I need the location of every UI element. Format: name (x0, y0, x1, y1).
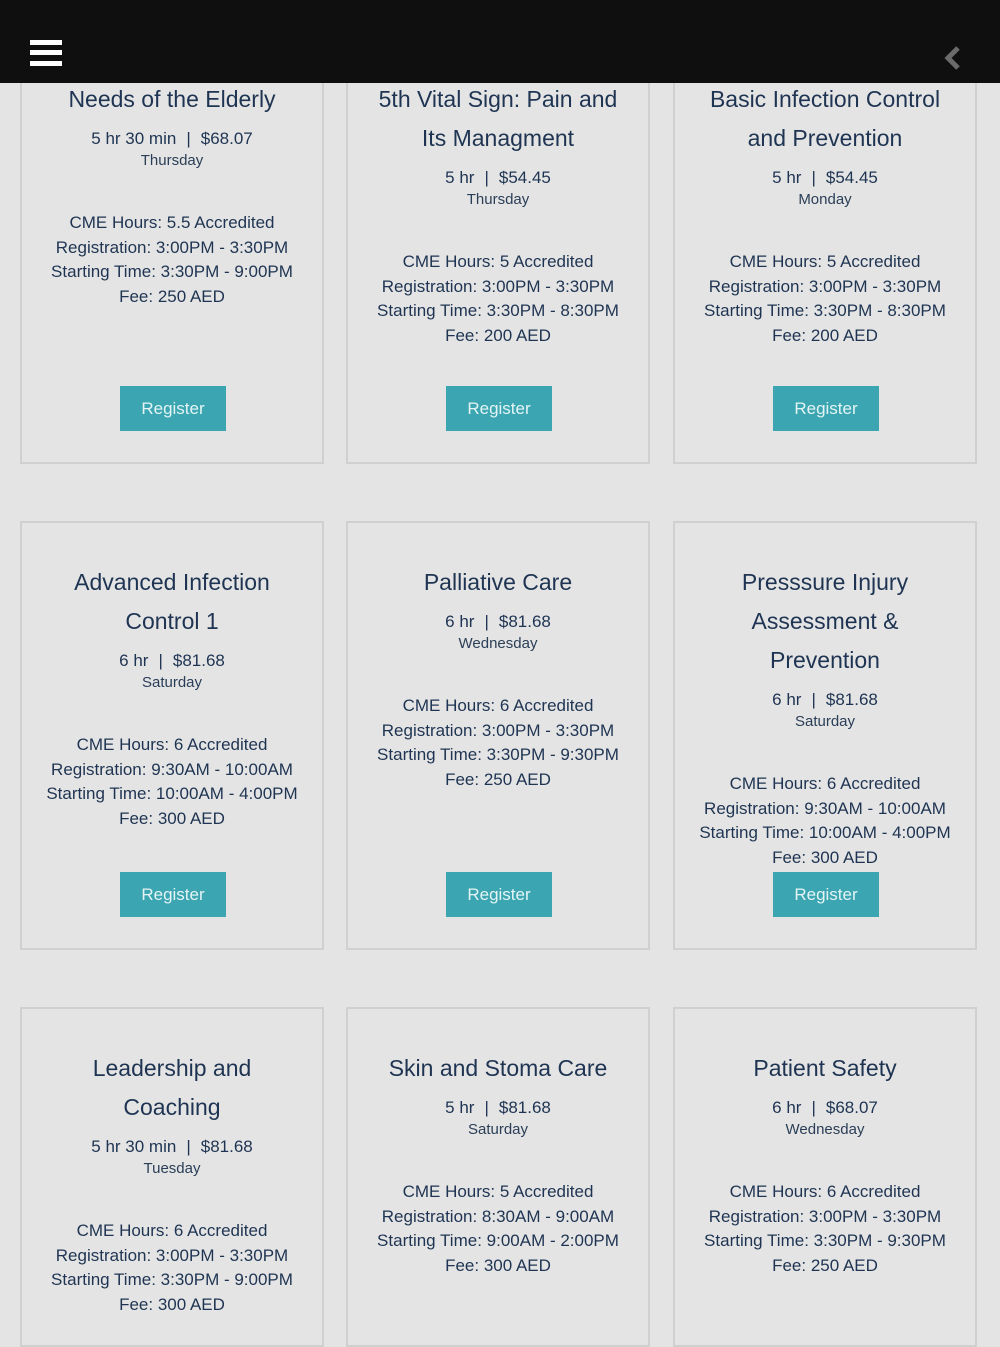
registration-time: Registration: 8:30AM - 9:00AM (381, 1206, 615, 1226)
course-card-content (675, 80, 975, 348)
course-title (40, 563, 304, 641)
register-button[interactable]: Register (120, 386, 226, 431)
course-title-line: and Prevention (747, 125, 903, 151)
course-card (673, 30, 977, 464)
cme-hours: CME Hours: 5.5 Accredited (69, 213, 275, 232)
starting-time: Starting Time: 3:30PM - 9:00PM (51, 1270, 293, 1289)
course-title (40, 1049, 304, 1127)
course-details (22, 1219, 322, 1317)
course-card-content (348, 563, 648, 792)
course-price: $81.68 (172, 651, 225, 670)
starting-time: Starting Time: 3:30PM - 9:30PM (377, 745, 619, 764)
registration-time: Registration: 3:00PM - 3:30PM (381, 276, 615, 296)
registration-time: Registration: 3:00PM - 3:30PM (381, 720, 615, 740)
course-title-line: Control 1 (125, 608, 219, 634)
course-day: Wednesday (458, 635, 538, 652)
course-title (693, 80, 957, 158)
course-details (348, 694, 648, 792)
course-duration: 6 hr (772, 690, 802, 709)
course-title-line: Skin and Stoma Care (388, 1055, 608, 1081)
cme-hours: CME Hours: 5 Accredited (729, 252, 921, 271)
cme-hours: CME Hours: 6 Accredited (402, 696, 594, 715)
course-fee: Fee: 200 AED (445, 325, 551, 345)
course-price: $81.68 (498, 1098, 551, 1117)
course-meta (675, 1096, 975, 1120)
course-fee: Fee: 200 AED (772, 325, 878, 345)
course-day: Thursday (466, 191, 530, 208)
meta-separator: | (811, 690, 816, 709)
course-duration: 6 hr (119, 651, 149, 670)
course-title-line: Its Managment (421, 125, 575, 151)
registration-time: Registration: 3:00PM - 3:30PM (55, 237, 289, 257)
course-details (22, 733, 322, 831)
course-duration: 6 hr (772, 1098, 802, 1117)
course-fee: Fee: 250 AED (445, 769, 551, 789)
course-card-content (348, 80, 648, 348)
meta-separator: | (484, 168, 489, 187)
course-meta (675, 166, 975, 190)
course-duration: 6 hr (445, 612, 475, 631)
registration-time: Registration: 9:30AM - 10:00AM (704, 798, 946, 818)
meta-separator: | (186, 129, 191, 148)
course-title-line: Palliative Care (423, 569, 573, 595)
course-price: $54.45 (825, 168, 878, 187)
course-price: $54.45 (498, 168, 551, 187)
course-details (348, 250, 648, 348)
course-title (693, 1049, 957, 1088)
course-title-line: Assessment & (751, 608, 899, 634)
course-meta (22, 127, 322, 151)
register-button[interactable]: Register (446, 386, 552, 431)
cme-hours: CME Hours: 6 Accredited (729, 1182, 921, 1201)
starting-time: Starting Time: 10:00AM - 4:00PM (699, 823, 951, 842)
meta-separator: | (158, 651, 163, 670)
course-details (348, 1180, 648, 1278)
course-title-line: Basic Infection Control (709, 86, 941, 112)
starting-time: Starting Time: 9:00AM - 2:00PM (377, 1231, 619, 1250)
course-day: Saturday (467, 1121, 529, 1138)
course-price: $81.68 (825, 690, 878, 709)
course-card-content (675, 563, 975, 867)
course-day: Saturday (794, 713, 856, 730)
course-card (20, 30, 324, 464)
course-card-content (675, 1049, 975, 1278)
course-meta (675, 688, 975, 712)
course-details (22, 211, 322, 309)
course-card-content (22, 563, 322, 831)
course-fee: Fee: 300 AED (772, 847, 878, 867)
course-card-content (22, 80, 322, 309)
meta-separator: | (811, 1098, 816, 1117)
registration-time: Registration: 3:00PM - 3:30PM (708, 1206, 942, 1226)
course-price: $81.68 (498, 612, 551, 631)
course-card-content (22, 1049, 322, 1317)
course-card (20, 521, 324, 950)
register-button[interactable]: Register (446, 872, 552, 917)
hamburger-menu-icon[interactable] (30, 40, 62, 66)
course-day: Monday (798, 191, 852, 208)
course-details (675, 772, 975, 870)
starting-time: Starting Time: 10:00AM - 4:00PM (46, 784, 298, 803)
course-details (675, 1180, 975, 1278)
course-meta (348, 1096, 648, 1120)
course-fee: Fee: 300 AED (445, 1255, 551, 1275)
course-card (346, 30, 650, 464)
course-meta (22, 1135, 322, 1159)
course-duration: 5 hr 30 min (91, 1137, 177, 1156)
course-duration: 5 hr 30 min (91, 129, 177, 148)
register-button[interactable]: Register (773, 872, 879, 917)
course-duration: 5 hr (772, 168, 802, 187)
cme-hours: CME Hours: 5 Accredited (402, 1182, 594, 1201)
chevron-left-icon[interactable] (940, 44, 968, 72)
course-meta (348, 166, 648, 190)
course-title-line: Presssure Injury (741, 569, 909, 595)
register-button[interactable]: Register (120, 872, 226, 917)
course-title (366, 1049, 630, 1088)
course-title-line: Patient Safety (753, 1055, 897, 1081)
registration-time: Registration: 9:30AM - 10:00AM (51, 759, 293, 779)
course-day: Thursday (140, 152, 204, 169)
cme-hours: CME Hours: 6 Accredited (76, 1221, 268, 1240)
course-price: $68.07 (825, 1098, 878, 1117)
course-title (366, 563, 630, 602)
course-title-line: Needs of the Elderly (68, 86, 276, 112)
course-day: Saturday (141, 674, 203, 691)
course-price: $81.68 (200, 1137, 253, 1156)
course-meta (348, 610, 648, 634)
course-duration: 5 hr (445, 168, 475, 187)
course-duration: 5 hr (445, 1098, 475, 1117)
meta-separator: | (811, 168, 816, 187)
course-day: Wednesday (785, 1121, 865, 1138)
cme-hours: CME Hours: 5 Accredited (402, 252, 594, 271)
meta-separator: | (186, 1137, 191, 1156)
meta-separator: | (484, 612, 489, 631)
course-card-content (348, 1049, 648, 1278)
course-card (20, 1007, 324, 1347)
registration-time: Registration: 3:00PM - 3:30PM (708, 276, 942, 296)
course-title (366, 80, 630, 158)
starting-time: Starting Time: 3:30PM - 9:30PM (704, 1231, 946, 1250)
starting-time: Starting Time: 3:30PM - 8:30PM (704, 301, 946, 320)
course-title-line: Leadership and (92, 1055, 252, 1081)
course-title-line: 5th Vital Sign: Pain and (378, 86, 618, 112)
register-button[interactable]: Register (773, 386, 879, 431)
course-details (675, 250, 975, 348)
course-card (346, 1007, 650, 1347)
course-fee: Fee: 250 AED (119, 286, 225, 306)
course-fee: Fee: 300 AED (119, 808, 225, 828)
meta-separator: | (484, 1098, 489, 1117)
course-card (346, 521, 650, 950)
starting-time: Starting Time: 3:30PM - 9:00PM (51, 262, 293, 281)
top-navigation-bar (0, 0, 1000, 83)
course-price: $68.07 (200, 129, 253, 148)
course-title (693, 563, 957, 680)
cme-hours: CME Hours: 6 Accredited (76, 735, 268, 754)
course-title-line: Prevention (770, 647, 880, 673)
starting-time: Starting Time: 3:30PM - 8:30PM (377, 301, 619, 320)
course-title-line: Coaching (123, 1094, 221, 1120)
course-title (40, 80, 304, 119)
registration-time: Registration: 3:00PM - 3:30PM (55, 1245, 289, 1265)
course-day: Tuesday (143, 1160, 201, 1177)
course-fee: Fee: 250 AED (772, 1255, 878, 1275)
course-meta (22, 649, 322, 673)
course-card (673, 521, 977, 950)
course-title-line: Advanced Infection (74, 569, 270, 595)
cme-hours: CME Hours: 6 Accredited (729, 774, 921, 793)
course-card (673, 1007, 977, 1347)
course-fee: Fee: 300 AED (119, 1294, 225, 1314)
